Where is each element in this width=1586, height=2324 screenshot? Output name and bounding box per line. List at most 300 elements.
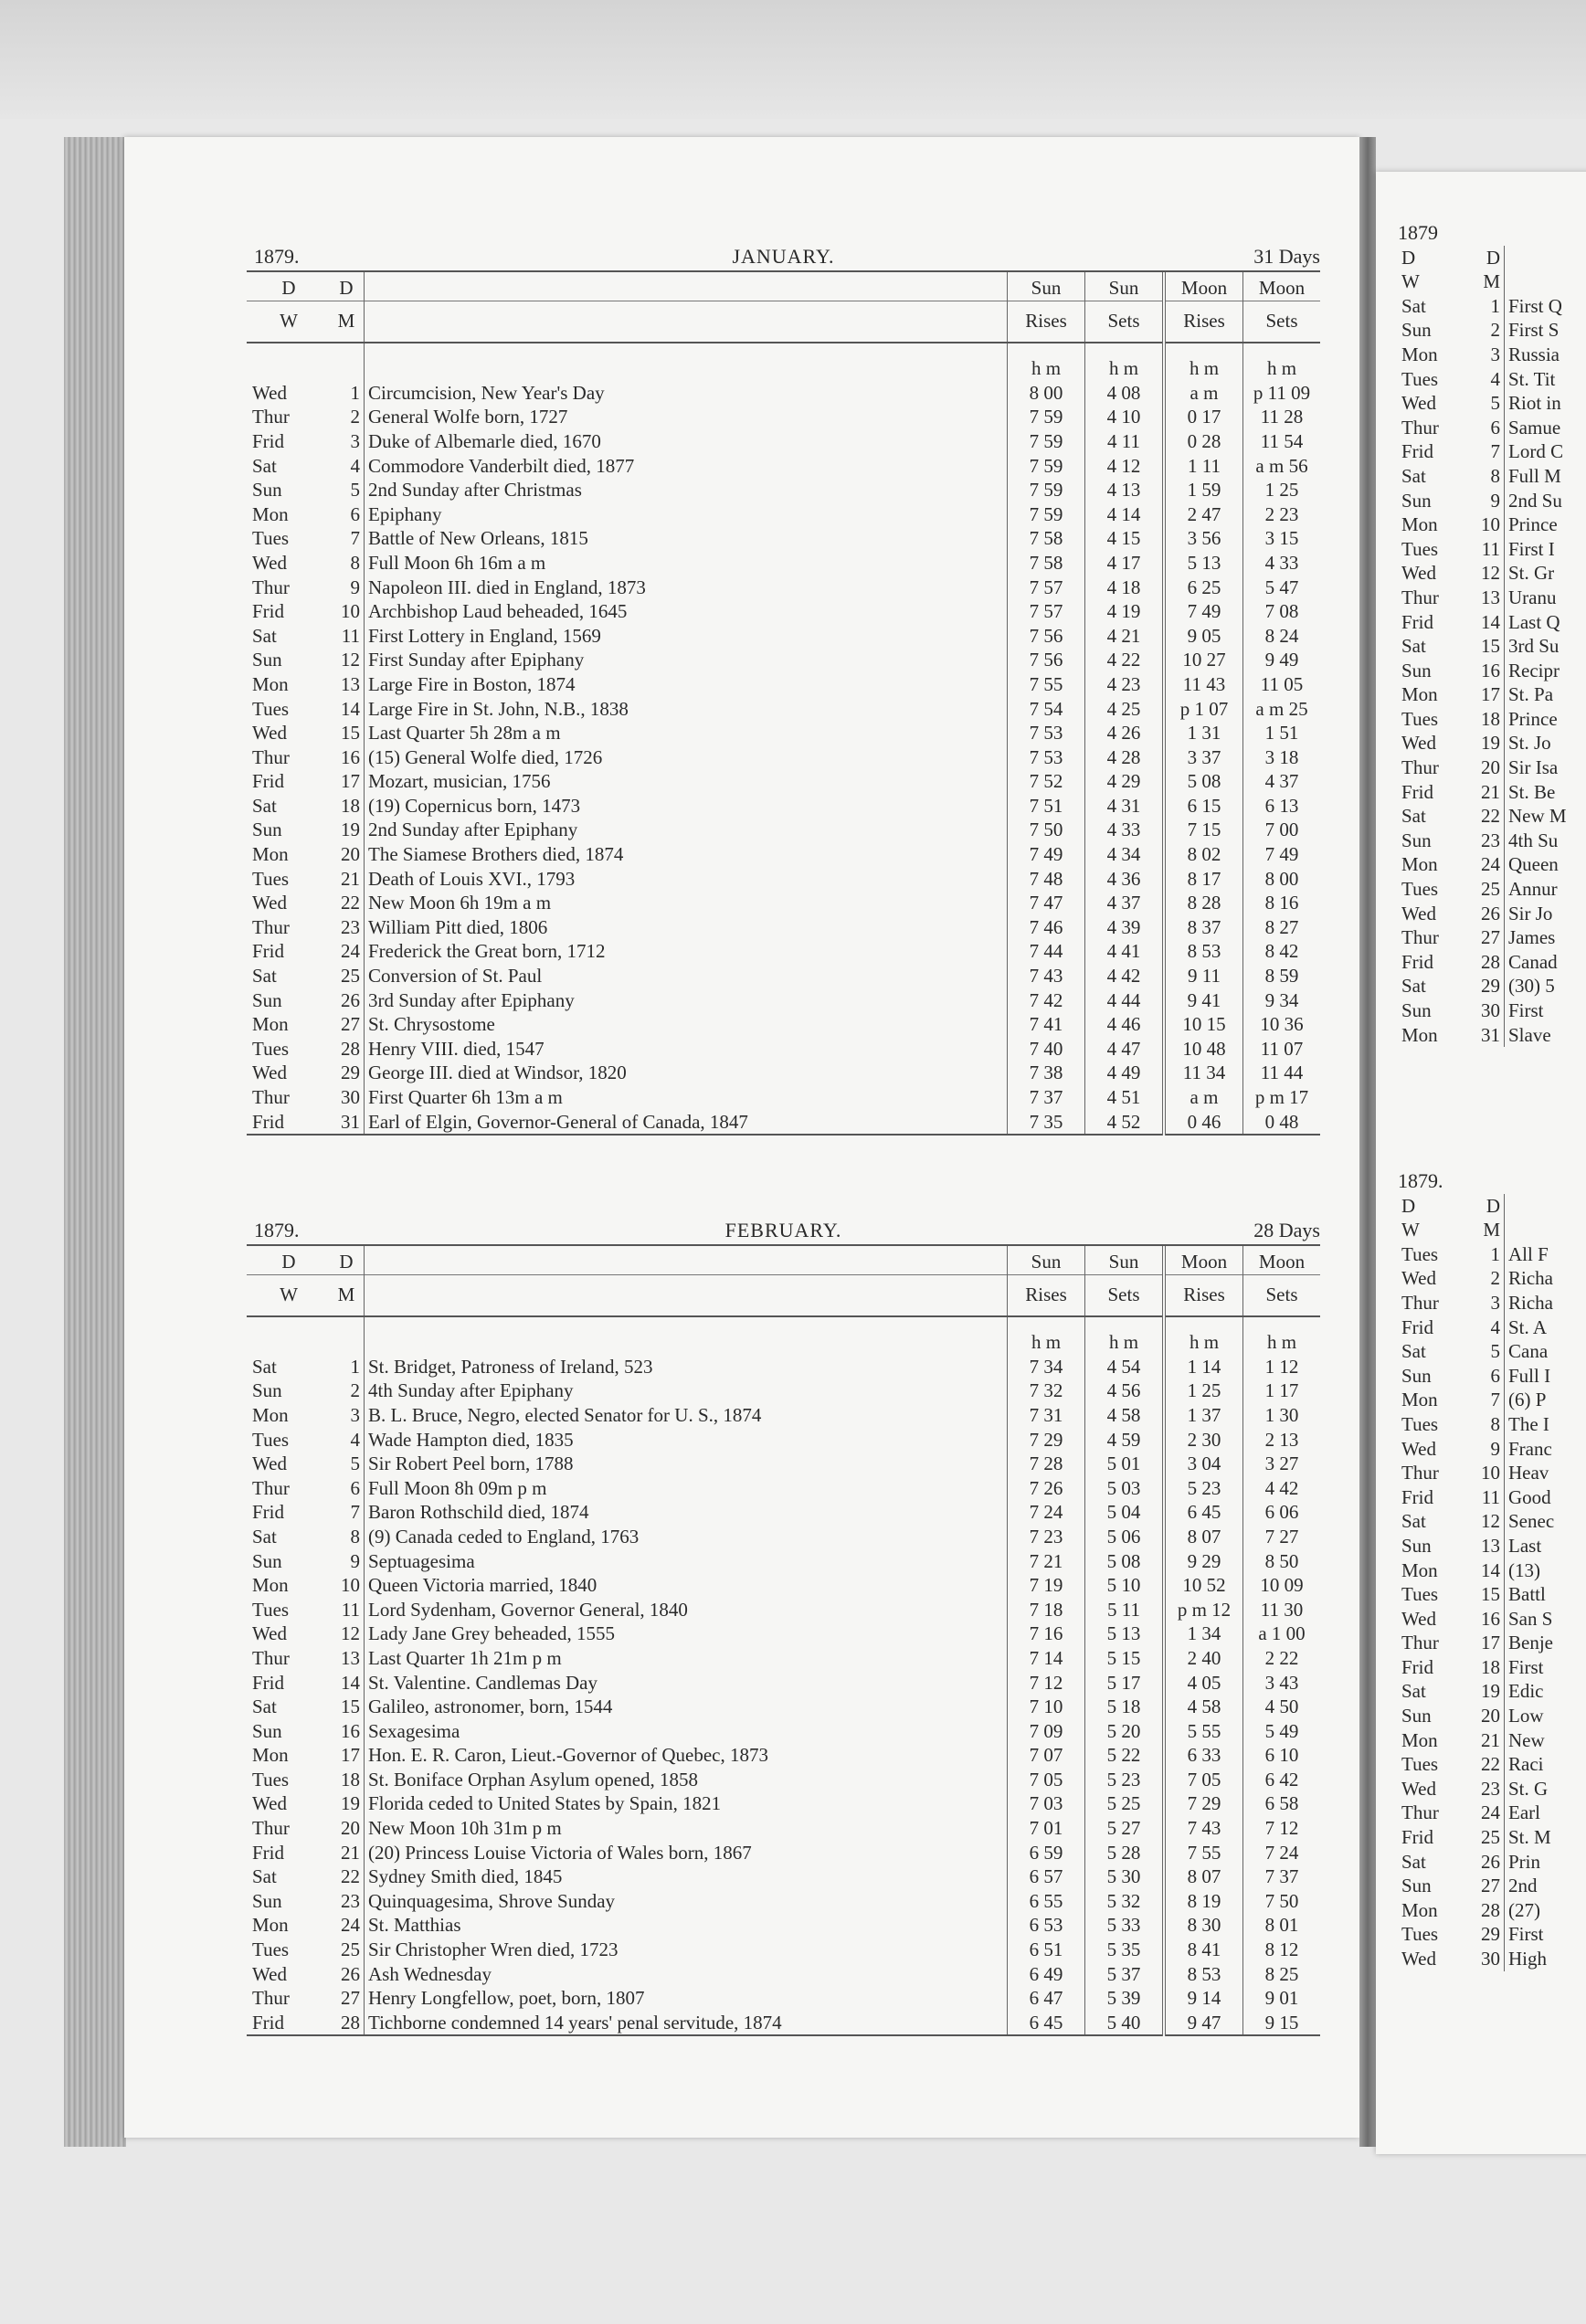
weekday: Wed [1401,1437,1436,1460]
calendar-row [1398,1339,1558,1364]
day-number: 26 [329,1962,365,1987]
sun-rises: 7 05 [1008,1768,1085,1792]
sun-rises: 7 29 [1008,1428,1085,1452]
sun-rises: 7 01 [1008,1816,1085,1841]
sun-rises: 7 28 [1008,1452,1085,1476]
moon-sets: 11 30 [1260,1598,1304,1621]
sun-rises: 7 59 [1008,478,1085,502]
day-number: 9 [1473,1437,1505,1462]
weekday: Thur [1401,1462,1439,1484]
event-text: Good [1508,1485,1551,1508]
weekday: Sat [252,794,277,817]
day-number: 25 [1473,877,1505,902]
moon-sets: 6 06 [1264,1501,1299,1524]
sun-sets: 4 28 [1085,745,1165,770]
calendar-row [1398,1582,1558,1607]
weekday: Frid [252,1671,285,1694]
rule-cell [329,1135,365,1139]
sun-rises: 7 37 [1008,1085,1085,1110]
day-number: 12 [329,1622,365,1646]
day-number: 24 [1473,1801,1505,1825]
sun-sets: 5 28 [1085,1841,1165,1865]
calendar-row [1398,294,1570,319]
sun-rises: 7 10 [1008,1695,1085,1719]
sun-rises: 7 31 [1008,1403,1085,1428]
event-text: St. Pa [1508,683,1554,706]
weekday: Mon [252,1914,289,1937]
col-head-sets: Sets [1085,1274,1165,1316]
day-number: 28 [329,2011,365,2036]
rule-cell [247,343,329,356]
sun-rises: 7 59 [1008,454,1085,479]
event-text: First Sunday after Epiphany [365,648,1008,672]
event-text: Franc [1508,1437,1552,1460]
rule-cell [365,343,1008,356]
weekday: Wed [1401,902,1436,924]
weekday: Tues [1401,1242,1439,1265]
calendar-row [247,769,1320,794]
weekday: Sat [1401,1340,1426,1363]
sun-sets: 5 08 [1085,1549,1165,1574]
event-text: First Lottery in England, 1569 [365,624,1008,649]
sun-rises: 7 59 [1008,429,1085,454]
moon-sets: 2 13 [1264,1428,1299,1451]
sun-rises: 7 57 [1008,599,1085,624]
weekday: Mon [252,1574,289,1597]
sun-rises: 7 55 [1008,672,1085,697]
moon-rises: 7 05 [1164,1768,1243,1792]
moon-rises: p m 12 [1164,1598,1243,1622]
sun-rises: 6 49 [1008,1962,1085,1987]
event-text: St. Matthias [365,1913,1008,1938]
weekday: Mon [1401,343,1438,365]
sun-rises: 7 40 [1008,1037,1085,1062]
weekday: Wed [1401,1777,1436,1800]
event-text: Richa [1508,1267,1553,1290]
weekday: Sun [252,1549,282,1572]
event-text: Duke of Albemarle died, 1670 [365,429,1008,454]
event-text: New [1508,1728,1545,1751]
weekday: Thur [1401,926,1439,949]
calendar-table [247,1246,1320,2040]
col-head-d: D [1401,1194,1416,1217]
moon-rises: 8 28 [1164,891,1243,915]
event-text: High [1508,1948,1547,1970]
event-text: Riot in [1508,392,1561,415]
event-text: Conversion of St. Paul [365,964,1008,988]
day-number: 20 [1473,1704,1505,1728]
weekday: Thur [252,1646,290,1669]
day-number: 13 [329,672,365,697]
moon-rises: 10 15 [1164,1012,1243,1037]
day-number: 18 [1473,1655,1505,1680]
event-text: Epiphany [365,502,1008,527]
moon-rises: 3 56 [1164,526,1243,551]
event-text: Commodore Vanderbilt died, 1877 [365,454,1008,479]
col-head-moon: Moon [1164,1246,1243,1274]
day-number: 8 [329,1525,365,1549]
col-head-blank [365,301,1008,343]
sun-sets: 5 17 [1085,1671,1165,1695]
days-count: 28 Days [1253,1219,1320,1241]
weekday: Sat [1401,464,1426,487]
moon-sets: 8 12 [1264,1938,1299,1961]
day-number: 17 [1473,1631,1505,1655]
day-number: 20 [329,1816,365,1841]
sun-sets: 4 15 [1085,526,1165,551]
event-text: Full I [1508,1364,1551,1387]
calendar-row [1398,464,1570,489]
day-number: 23 [329,915,365,940]
weekday: Sat [1401,635,1426,658]
moon-sets: 1 25 [1264,479,1299,502]
sun-sets: 5 32 [1085,1889,1165,1914]
moon-rises: 7 29 [1164,1791,1243,1816]
weekday: Tues [252,697,290,720]
sun-sets: 4 31 [1085,794,1165,819]
moon-sets: 4 37 [1264,770,1299,793]
weekday: Frid [1401,1315,1434,1338]
moon-sets: 8 50 [1264,1549,1299,1572]
day-number: 24 [329,1913,365,1938]
moon-sets: 4 42 [1264,1476,1299,1499]
sun-rises: 8 00 [1008,381,1085,406]
moon-sets: 11 44 [1260,1062,1304,1084]
day-number: 16 [1473,1607,1505,1632]
sun-sets: 5 01 [1085,1452,1165,1476]
day-number: 30 [1473,998,1505,1023]
event-text: First [1508,1655,1544,1678]
partial-table [1398,1194,1558,1971]
calendar-row [1398,1388,1558,1412]
calendar-row [1398,489,1570,513]
sun-sets: 4 12 [1085,454,1165,479]
calendar-row [247,624,1320,649]
sun-sets: 4 36 [1085,867,1165,892]
moon-rises: 10 52 [1164,1573,1243,1598]
calendar-row [247,964,1320,988]
calendar-row [247,1012,1320,1037]
sun-sets: 4 42 [1085,964,1165,988]
moon-sets: 5 49 [1264,1719,1299,1742]
event-text: (27) [1508,1898,1540,1921]
sun-rises: 7 56 [1008,648,1085,672]
moon-rises: 3 37 [1164,745,1243,770]
moon-sets: 4 50 [1264,1695,1299,1718]
event-text: St. Bridget, Patroness of Ireland, 523 [365,1355,1008,1379]
day-number: 21 [329,1841,365,1865]
weekday: Thur [1401,586,1439,608]
weekday: Mon [1401,1558,1438,1581]
calendar-row [247,891,1320,915]
moon-rises: 1 34 [1164,1622,1243,1646]
weekday: Tues [1401,878,1439,901]
event-text: New Moon 10h 31m p m [365,1816,1008,1841]
col-head-sun: Sun [1085,1246,1165,1274]
event-text: 3rd Sunday after Epiphany [365,988,1008,1013]
weekday: Thur [252,1476,290,1499]
day-number: 11 [1473,1485,1505,1510]
event-text: St. Be [1508,780,1556,803]
col-head-d: D [1473,246,1505,270]
event-text: Last Quarter 5h 28m a m [365,721,1008,745]
event-text: Sir Jo [1508,902,1553,924]
moon-sets: 7 50 [1264,1889,1299,1912]
calendar-row [247,551,1320,576]
sun-rises: 7 59 [1008,405,1085,429]
event-text: Henry VIII. died, 1547 [365,1037,1008,1062]
event-text: Prince [1508,513,1558,536]
event-text: Lord Sydenham, Governor General, 1840 [365,1598,1008,1622]
day-number: 26 [1473,1850,1505,1875]
calendar-row [1398,512,1570,537]
event-text: (15) General Wolfe died, 1726 [365,745,1008,770]
day-number: 12 [1473,1509,1505,1534]
weekday: Sat [252,624,277,647]
event-text: Earl of Elgin, Governor-General of Canada, 1847 [365,1110,1008,1136]
sun-rises: 7 18 [1008,1598,1085,1622]
day-number: 12 [1473,561,1505,586]
event-text: (13) [1508,1558,1540,1581]
day-number: 22 [1473,804,1505,829]
blank [365,1330,1008,1355]
event-text: Galileo, astronomer, born, 1544 [365,1695,1008,1719]
calendar-row [247,818,1320,842]
moon-sets: 3 43 [1264,1671,1299,1694]
sun-sets: 4 59 [1085,1428,1165,1452]
weekday: Sun [252,988,282,1011]
moon-sets: 2 23 [1264,502,1299,525]
calendar-row [247,599,1320,624]
rule-cell [329,1316,365,1330]
col-head-d: D [281,1251,296,1273]
february-calendar [247,1219,1320,2040]
day-number: 25 [329,1938,365,1962]
calendar-row [247,672,1320,697]
weekday: Frid [252,600,285,623]
calendar-row [1398,1242,1558,1267]
event-text: Richa [1508,1291,1553,1314]
event-text: Full Moon 8h 09m p m [365,1476,1008,1501]
sun-rises: 7 50 [1008,818,1085,842]
sun-sets: 4 56 [1085,1379,1165,1403]
moon-rises: 8 30 [1164,1913,1243,1938]
calendar-row [247,1743,1320,1768]
event-text: 2nd Sunday after Christmas [365,478,1008,502]
sun-sets: 4 19 [1085,599,1165,624]
sun-sets: 5 25 [1085,1791,1165,1816]
weekday: Sun [252,1719,282,1742]
moon-rises: 1 25 [1164,1379,1243,1403]
moon-sets: 6 58 [1264,1792,1299,1815]
weekday: Tues [252,1428,290,1451]
moon-rises: 9 47 [1164,2011,1243,2036]
day-number: 2 [329,405,365,429]
event-text: Queen Victoria married, 1840 [365,1573,1008,1598]
blank [1505,246,1570,270]
weekday: Tues [1401,1753,1439,1776]
col-head-rises: Rises [1008,301,1085,343]
day-number: 26 [1473,902,1505,926]
calendar-row [247,2011,1320,2036]
day-number: 1 [329,1355,365,1379]
sun-rises: 7 44 [1008,939,1085,964]
sun-rises: 7 58 [1008,551,1085,576]
weekday: Wed [252,1452,287,1475]
sun-sets: 5 20 [1085,1719,1165,1744]
moon-rises: 9 11 [1164,964,1243,988]
sun-sets: 4 08 [1085,381,1165,406]
day-number: 16 [329,1719,365,1744]
weekday: Sun [1401,489,1432,512]
calendar-row [1398,1655,1558,1680]
weekday: Frid [252,429,285,452]
sun-sets: 4 14 [1085,502,1165,527]
weekday: Sun [1401,319,1432,342]
event-text: Samue [1508,416,1561,438]
rule-cell [329,2035,365,2040]
sun-rises: 7 12 [1008,1671,1085,1695]
day-number: 29 [1473,974,1505,998]
event-text: (19) Copernicus born, 1473 [365,794,1008,819]
day-number: 10 [329,1573,365,1598]
calendar-table [247,272,1320,1139]
rule-cell [1085,343,1165,356]
moon-rises: 2 30 [1164,1428,1243,1452]
day-number: 19 [329,818,365,842]
calendar-row [247,454,1320,479]
col-head-rises: Rises [1008,1274,1085,1316]
day-number: 27 [329,1986,365,2011]
moon-sets: a m 25 [1255,697,1308,720]
day-number: 24 [1473,852,1505,877]
day-number: 23 [1473,829,1505,853]
col-head-w: W [247,301,329,343]
calendar-row [1398,1437,1558,1462]
calendar-row [1398,780,1570,805]
sun-sets: 5 15 [1085,1646,1165,1671]
event-text: Cana [1508,1340,1549,1363]
calendar-row [247,1622,1320,1646]
calendar-row [1398,1485,1558,1510]
day-number: 13 [329,1646,365,1671]
sun-sets: 5 40 [1085,2011,1165,2036]
sun-sets: 5 10 [1085,1573,1165,1598]
weekday: Thur [252,1086,290,1108]
weekday: Mon [1401,683,1438,706]
sun-rises: 6 57 [1008,1864,1085,1889]
calendar-row [1398,1607,1558,1632]
weekday: Thur [252,406,290,428]
day-number: 6 [1473,1364,1505,1389]
day-number: 7 [329,1500,365,1525]
day-number: 17 [329,769,365,794]
rule-cell [1085,1135,1165,1139]
moon-rises: 1 37 [1164,1403,1243,1428]
moon-rises: 2 47 [1164,502,1243,527]
moon-sets: 1 30 [1264,1403,1299,1426]
day-number: 21 [329,867,365,892]
calendar-row [1398,1752,1558,1777]
sun-sets: 4 54 [1085,1355,1165,1379]
moon-sets: 6 42 [1264,1768,1299,1791]
moon-rises: 9 05 [1164,624,1243,649]
day-number: 27 [1473,1874,1505,1898]
sun-rises: 7 42 [1008,988,1085,1013]
weekday: Frid [1401,780,1434,803]
calendar-row [1398,1023,1570,1048]
right-page-march-partial [1398,221,1570,1047]
sun-sets: 4 29 [1085,769,1165,794]
weekday: Thur [1401,416,1439,438]
calendar-row [247,526,1320,551]
blank [365,356,1008,381]
event-text: Henry Longfellow, poet, born, 1807 [365,1986,1008,2011]
calendar-row [1398,659,1570,683]
sun-sets: 4 22 [1085,648,1165,672]
event-text: Recipr [1508,659,1560,681]
event-text: The I [1508,1412,1549,1435]
rule-cell [1164,1135,1243,1139]
calendar-row [1398,877,1570,902]
moon-rises: 6 33 [1164,1743,1243,1768]
event-text: Last Q [1508,610,1560,633]
moon-sets: 11 07 [1260,1037,1304,1060]
calendar-row [1398,1266,1558,1291]
event-text: 2nd [1508,1875,1538,1897]
event-text: Uranu [1508,586,1557,608]
day-number: 4 [1473,1315,1505,1340]
day-number: 23 [329,1889,365,1914]
event-text: Prince [1508,707,1558,730]
moon-rises: 9 14 [1164,1986,1243,2011]
book-page-edges [64,137,126,2147]
moon-sets: 11 28 [1260,406,1304,428]
calendar-row [1398,1364,1558,1389]
calendar-row [247,478,1320,502]
event-text: James [1508,926,1556,949]
weekday: Sun [1401,999,1432,1021]
sun-sets: 4 49 [1085,1061,1165,1085]
moon-sets: 9 34 [1264,988,1299,1011]
moon-rises: a m [1164,1085,1243,1110]
calendar-row [1398,634,1570,659]
moon-rises: 10 48 [1164,1037,1243,1062]
event-text: First [1508,1923,1544,1946]
event-text: Last [1508,1534,1542,1557]
day-number: 8 [1473,1412,1505,1437]
col-head-moon: Moon [1258,277,1306,299]
day-number: 23 [1473,1777,1505,1801]
day-number: 7 [1473,439,1505,464]
day-number: 26 [329,988,365,1013]
day-number: 11 [329,624,365,649]
moon-rises: 7 55 [1164,1841,1243,1865]
calendar-row [1398,367,1570,392]
moon-rises: 8 37 [1164,915,1243,940]
weekday: Thur [1401,1291,1439,1314]
day-number: 17 [329,1743,365,1768]
day-number: 14 [1473,610,1505,635]
event-text: First Quarter 6h 13m a m [365,1085,1008,1110]
moon-rises: 5 55 [1164,1719,1243,1744]
weekday: Sat [252,454,277,477]
weekday: Sat [1401,1680,1426,1703]
moon-rises: 8 17 [1164,867,1243,892]
event-text: Low [1508,1705,1544,1727]
sun-sets: 5 13 [1085,1622,1165,1646]
moon-rises: 9 41 [1164,988,1243,1013]
